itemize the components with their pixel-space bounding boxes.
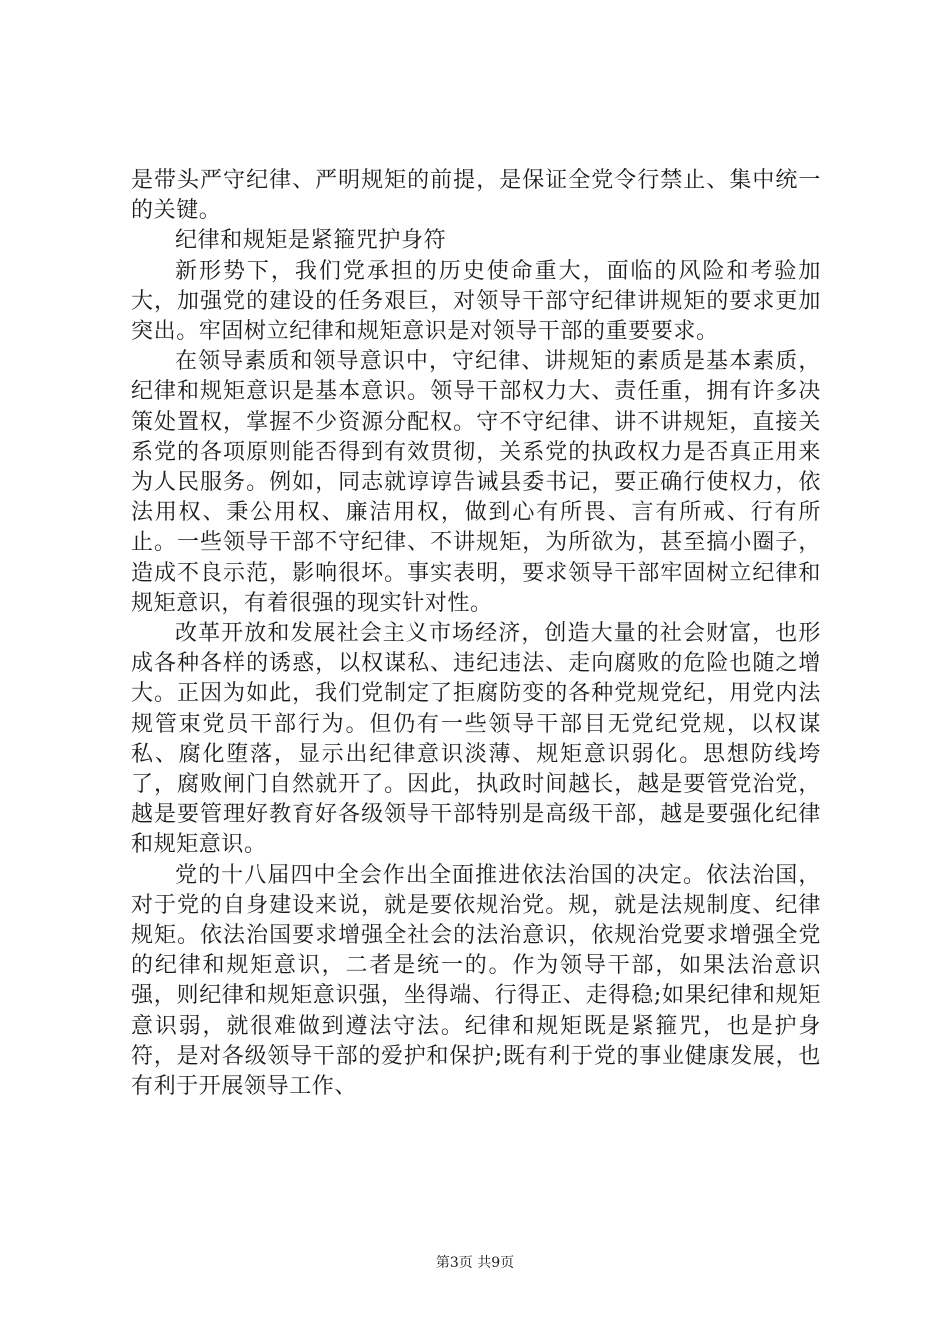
paragraph: 改革开放和发展社会主义市场经济，创造大量的社会财富，也形成各种各样的诱惑，以权谋私、违纪违法、走向腐败的危险也随之增大。正因为如此，我们党制定了拒腐防变的各种党规党纪，用党内法规管束党员干部行为。但仍有一些领导干部目无党纪党规，以权谋私、腐化堕落，显示出纪律意识淡薄、规矩意识弱化。思想防线垮了，腐败闸门自然就开了。因此，执政时间越长，越是要管党治党，越是要管理好教育好各级领导干部特别是高级干部，越是要强化纪律和规矩意识。 bbox=[131, 621, 821, 858]
paragraph: 党的十八届四中全会作出全面推进依法治国的决定。依法治国，对于党的自身建设来说，就是要依规治党。规，就是法规制度、纪律规矩。依法治国要求增强全社会的法治意识，依规治党要求增强全党的纪律和规矩意识，二者是统一的。作为领导干部，如果法治意识强，则纪律和规矩意识强，坐得端、行得正、走得稳;如果纪律和规矩意识弱，就很难做到遵法守法。纪律和规矩既是紧箍咒，也是护身符，是对各级领导干部的爱护和保护;既有利于党的事业健康发展，也有利于开展领导工作、 bbox=[131, 862, 821, 1100]
document-body bbox=[131, 166, 821, 1102]
paragraph: 在领导素质和领导意识中，守纪律、讲规矩的素质是基本素质，纪律和规矩意识是基本意识。领导干部权力大、责任重，拥有许多决策处置权，掌握不少资源分配权。守不守纪律、讲不讲规矩，直接关系党的各项原则能否得到有效贯彻，关系党的执政权力是否真正用来为人民服务。例如，同志就谆谆告诫县委书记，要正确行使权力，依法用权、秉公用权、廉洁用权，做到心有所畏、言有所戒、行有所止。一些领导干部不守纪律、不讲规矩，为所欲为，甚至搞小圈子，造成不良示范，影响很坏。事实表明，要求领导干部牢固树立纪律和规矩意识，有着很强的现实针对性。 bbox=[131, 349, 821, 616]
page-footer: 第3页 共9页 bbox=[435, 1255, 515, 1271]
paragraph-continuation: 是带头严守纪律、严明规矩的前提，是保证全党令行禁止、集中统一的关键。 bbox=[131, 168, 821, 224]
paragraph: 新形势下，我们党承担的历史使命重大，面临的风险和考验加大，加强党的建设的任务艰巨，对领导干部守纪律讲规矩的要求更加突出。牢固树立纪律和规矩意识是对领导干部的重要要求。 bbox=[131, 258, 821, 345]
section-heading: 纪律和规矩是紧箍咒护身符 bbox=[175, 228, 447, 254]
